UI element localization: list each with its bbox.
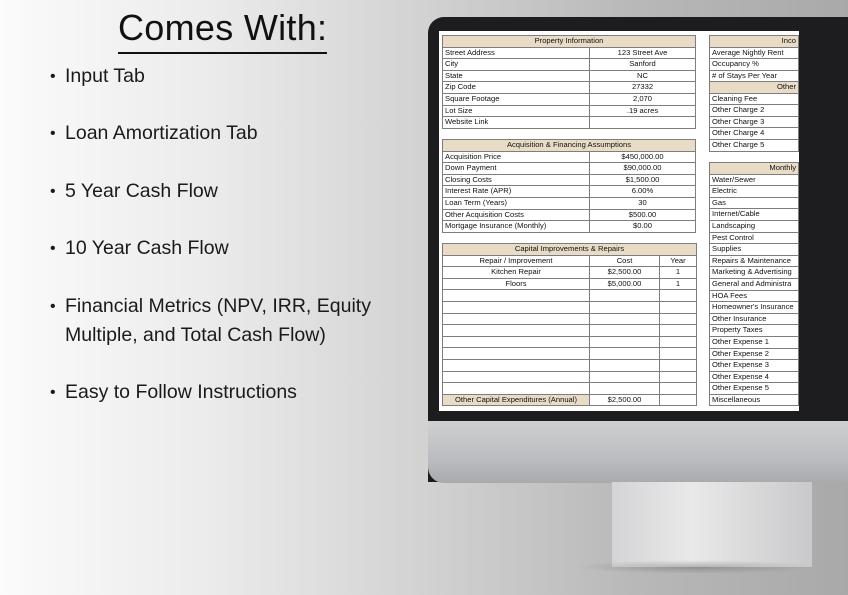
- table-row: [443, 151, 696, 163]
- monitor-stand: [612, 482, 812, 567]
- table-row: [443, 47, 696, 59]
- table-row: [443, 174, 696, 186]
- table-row: [710, 244, 799, 256]
- table-row: [710, 186, 799, 198]
- table-row: [443, 186, 696, 198]
- field-label[interactable]: Average Nightly Rent: [710, 47, 799, 59]
- table-row: [710, 383, 799, 395]
- field-value[interactable]: $450,000.00: [590, 151, 696, 163]
- column-header[interactable]: Repair / Improvement: [443, 255, 590, 267]
- field-label[interactable]: Other Charge 2: [710, 105, 799, 117]
- table-row: [710, 302, 799, 314]
- income-table: [709, 35, 799, 82]
- repair-item[interactable]: [443, 359, 590, 371]
- table-row: [443, 348, 697, 360]
- bullet-icon: •: [50, 298, 56, 315]
- table-row: [443, 70, 696, 82]
- table-row: [443, 325, 697, 337]
- repair-item[interactable]: [443, 383, 590, 395]
- feature-item: [50, 119, 410, 148]
- table-row: [443, 209, 696, 221]
- table-header-row: [710, 163, 799, 175]
- section-title: Property Information: [443, 36, 696, 48]
- repair-cost[interactable]: [590, 383, 660, 395]
- table-row: [710, 325, 799, 337]
- field-label[interactable]: Homeowner's Insurance: [710, 302, 799, 314]
- repair-cost[interactable]: [590, 359, 660, 371]
- field-label[interactable]: Loan Term (Years): [443, 197, 590, 209]
- feature-label: Easy to Follow Instructions: [65, 381, 297, 403]
- field-label[interactable]: Down Payment: [443, 163, 590, 175]
- feature-item: [50, 177, 410, 206]
- repair-year[interactable]: [660, 290, 697, 302]
- capex-value[interactable]: $2,500.00: [590, 394, 660, 406]
- table-row: [710, 394, 799, 406]
- table-row: [443, 117, 696, 129]
- field-label[interactable]: Pest Control: [710, 232, 799, 244]
- table-row: [443, 163, 696, 175]
- repair-cost[interactable]: [590, 290, 660, 302]
- table-row: [443, 93, 696, 105]
- section-title: Acquisition & Financing Assumptions: [443, 140, 696, 152]
- bullet-icon: •: [50, 384, 56, 401]
- capex-label[interactable]: Other Capital Expenditures (Annual): [443, 394, 590, 406]
- table-row: [443, 82, 696, 94]
- table-row: [443, 59, 696, 71]
- repair-item[interactable]: [443, 290, 590, 302]
- field-value[interactable]: $90,000.00: [590, 163, 696, 175]
- field-label[interactable]: HOA Fees: [710, 290, 799, 302]
- table-row: [443, 359, 697, 371]
- table-row: [710, 255, 799, 267]
- repair-year[interactable]: [660, 325, 697, 337]
- column-header[interactable]: Cost: [590, 255, 660, 267]
- table-row: [443, 267, 697, 279]
- field-value[interactable]: 2,070: [590, 93, 696, 105]
- table-row: [710, 220, 799, 232]
- table-row: [710, 197, 799, 209]
- feature-label: Loan Amortization Tab: [65, 122, 258, 144]
- monitor-chin: [428, 421, 848, 483]
- bullet-icon: •: [50, 68, 56, 85]
- table-header-row: [443, 140, 696, 152]
- repair-item[interactable]: [443, 325, 590, 337]
- field-label[interactable]: Occupancy %: [710, 59, 799, 71]
- field-label[interactable]: General and Administra: [710, 278, 799, 290]
- field-label[interactable]: Mortgage Insurance (Monthly): [443, 221, 590, 233]
- table-row: [710, 336, 799, 348]
- field-value[interactable]: [590, 117, 696, 129]
- repair-year[interactable]: 1: [660, 278, 697, 290]
- field-label[interactable]: Internet/Cable: [710, 209, 799, 221]
- repair-cost[interactable]: [590, 301, 660, 313]
- field-label[interactable]: Zip Code: [443, 82, 590, 94]
- table-row: [710, 105, 799, 117]
- feature-item: [50, 234, 410, 263]
- table-row: [710, 139, 799, 151]
- table-row: [443, 255, 697, 267]
- field-label[interactable]: Gas: [710, 197, 799, 209]
- repair-year[interactable]: [660, 371, 697, 383]
- field-label[interactable]: Repairs & Maintenance: [710, 255, 799, 267]
- monthly-expenses-table: [709, 162, 799, 406]
- section-title: Monthly: [710, 163, 799, 175]
- field-label[interactable]: Supplies: [710, 244, 799, 256]
- repair-cost[interactable]: [590, 371, 660, 383]
- table-row: [443, 336, 697, 348]
- field-label[interactable]: # of Stays Per Year: [710, 70, 799, 82]
- repair-item[interactable]: [443, 348, 590, 360]
- repair-item[interactable]: [443, 336, 590, 348]
- other-charges-table: [709, 81, 799, 152]
- field-label[interactable]: Water/Sewer: [710, 174, 799, 186]
- table-row: [710, 348, 799, 360]
- repair-year[interactable]: [660, 301, 697, 313]
- sheet-cell[interactable]: [660, 394, 697, 406]
- repair-cost[interactable]: [590, 348, 660, 360]
- feature-label: 10 Year Cash Flow: [65, 237, 229, 259]
- field-label[interactable]: Cleaning Fee: [710, 93, 799, 105]
- field-label[interactable]: Other Expense 1: [710, 336, 799, 348]
- field-value[interactable]: $500.00: [590, 209, 696, 221]
- column-header[interactable]: Year: [660, 255, 697, 267]
- field-value[interactable]: 123 Street Ave: [590, 47, 696, 59]
- field-label[interactable]: Website Link: [443, 117, 590, 129]
- table-row: [710, 47, 799, 59]
- repair-year[interactable]: [660, 359, 697, 371]
- page-heading: Comes With:: [118, 6, 327, 54]
- table-row: [443, 301, 697, 313]
- feature-label: Financial Metrics (NPV, IRR, Equity Multiple, and Total Cash Flow): [65, 295, 371, 346]
- field-label[interactable]: Street Address: [443, 47, 590, 59]
- table-row: [443, 290, 697, 302]
- table-row: [710, 267, 799, 279]
- repair-cost[interactable]: [590, 336, 660, 348]
- section-title: Inco: [710, 36, 799, 48]
- field-label[interactable]: Interest Rate (APR): [443, 186, 590, 198]
- repair-item[interactable]: Floors: [443, 278, 590, 290]
- acquisition-financing-table: [442, 139, 696, 233]
- field-value[interactable]: $0.00: [590, 221, 696, 233]
- feature-item: [50, 292, 410, 350]
- table-row: [710, 290, 799, 302]
- feature-label: Input Tab: [65, 65, 145, 87]
- table-row: [710, 59, 799, 71]
- repair-year[interactable]: [660, 348, 697, 360]
- field-label[interactable]: Acquisition Price: [443, 151, 590, 163]
- field-label[interactable]: Lot Size: [443, 105, 590, 117]
- table-row: [443, 278, 697, 290]
- property-information-table: [442, 35, 696, 129]
- field-label[interactable]: Marketing & Advertising: [710, 267, 799, 279]
- field-label[interactable]: Other Acquisition Costs: [443, 209, 590, 221]
- field-label[interactable]: Landscaping: [710, 220, 799, 232]
- table-row: [710, 209, 799, 221]
- field-label[interactable]: Miscellaneous: [710, 394, 799, 406]
- field-label[interactable]: Other Expense 2: [710, 348, 799, 360]
- repair-year[interactable]: [660, 336, 697, 348]
- monitor-screen: [439, 31, 799, 411]
- field-label[interactable]: Other Expense 3: [710, 360, 799, 372]
- field-value[interactable]: NC: [590, 70, 696, 82]
- repair-cost[interactable]: [590, 325, 660, 337]
- repair-year[interactable]: [660, 313, 697, 325]
- field-value[interactable]: 27332: [590, 82, 696, 94]
- field-label[interactable]: Other Charge 5: [710, 139, 799, 151]
- table-row: [443, 221, 696, 233]
- field-value[interactable]: Sanford: [590, 59, 696, 71]
- bullet-icon: •: [50, 125, 56, 142]
- table-row: [443, 105, 696, 117]
- field-value[interactable]: 30: [590, 197, 696, 209]
- field-label[interactable]: Other Expense 5: [710, 383, 799, 395]
- bullet-icon: •: [50, 183, 56, 200]
- field-label[interactable]: Other Charge 4: [710, 128, 799, 140]
- field-label[interactable]: Other Insurance: [710, 313, 799, 325]
- table-row: [443, 313, 697, 325]
- section-title: Other: [710, 82, 799, 94]
- table-header-row: [443, 244, 697, 256]
- table-row: [443, 394, 697, 406]
- field-label[interactable]: State: [443, 70, 590, 82]
- field-label[interactable]: Closing Costs: [443, 174, 590, 186]
- bullet-icon: •: [50, 240, 56, 257]
- table-row: [710, 128, 799, 140]
- field-label[interactable]: Square Footage: [443, 93, 590, 105]
- table-row: [710, 93, 799, 105]
- repair-item[interactable]: Kitchen Repair: [443, 267, 590, 279]
- repair-year[interactable]: [660, 383, 697, 395]
- capital-improvements-table: [442, 243, 697, 406]
- table-row: [710, 371, 799, 383]
- field-value[interactable]: .19 acres: [590, 105, 696, 117]
- table-row: [443, 383, 697, 395]
- field-label[interactable]: Electric: [710, 186, 799, 198]
- repair-cost[interactable]: $2,500.00: [590, 267, 660, 279]
- repair-item[interactable]: [443, 301, 590, 313]
- repair-item[interactable]: [443, 313, 590, 325]
- feature-item: [50, 378, 410, 407]
- repair-cost[interactable]: [590, 313, 660, 325]
- repair-cost[interactable]: $5,000.00: [590, 278, 660, 290]
- feature-label: 5 Year Cash Flow: [65, 180, 218, 202]
- table-row: [443, 371, 697, 383]
- feature-item: [50, 62, 410, 91]
- table-row: [710, 278, 799, 290]
- table-header-row: [710, 36, 799, 48]
- table-row: [710, 313, 799, 325]
- field-label[interactable]: Property Taxes: [710, 325, 799, 337]
- table-row: [710, 116, 799, 128]
- repair-item[interactable]: [443, 371, 590, 383]
- table-header-row: [710, 82, 799, 94]
- stand-shadow: [575, 560, 815, 574]
- field-label[interactable]: Other Expense 4: [710, 371, 799, 383]
- table-row: [710, 232, 799, 244]
- field-label[interactable]: Other Charge 3: [710, 116, 799, 128]
- repair-year[interactable]: 1: [660, 267, 697, 279]
- field-value[interactable]: 6.00%: [590, 186, 696, 198]
- table-row: [443, 197, 696, 209]
- field-value[interactable]: $1,500.00: [590, 174, 696, 186]
- table-row: [710, 360, 799, 372]
- field-label[interactable]: City: [443, 59, 590, 71]
- table-header-row: [443, 36, 696, 48]
- table-row: [710, 174, 799, 186]
- section-title: Capital Improvements & Repairs: [443, 244, 697, 256]
